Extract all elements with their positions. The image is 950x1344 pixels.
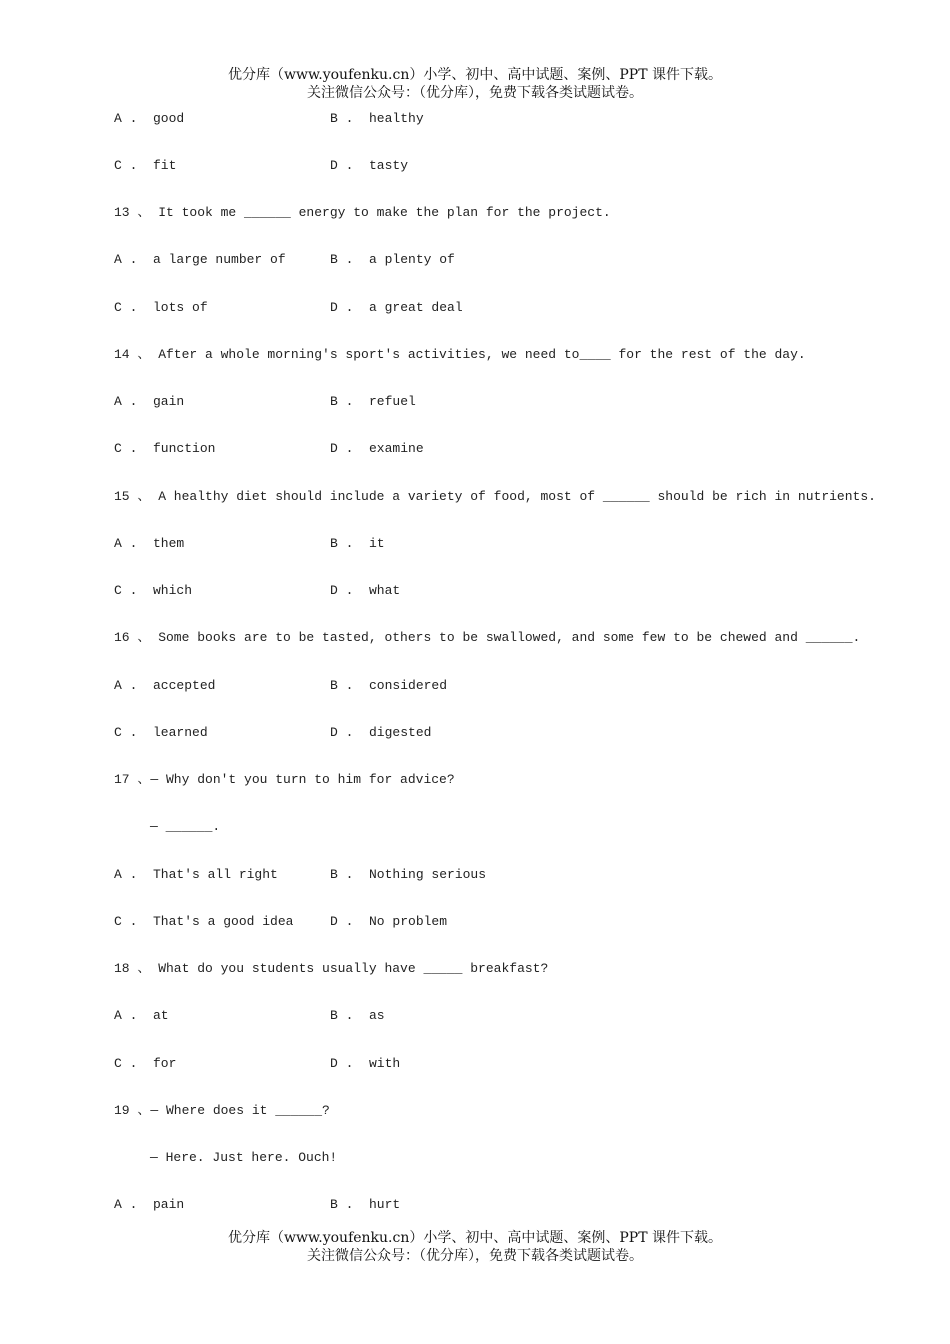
q12-option-b: B . healthy — [330, 111, 424, 126]
q14-option-d: D . examine — [330, 441, 424, 456]
header-line-2: 关注微信公众号：（优分库），免费下载各类试题试卷。 — [307, 85, 643, 101]
q13-stem: 13 、 It took me ______ energy to make the plan for the project. — [114, 205, 611, 220]
q12-option-d: D . tasty — [330, 158, 409, 173]
q18-option-c: C . for — [114, 1056, 177, 1071]
q14-option-c: C . function — [114, 441, 216, 456]
q17-option-a: A . That's all right — [114, 867, 278, 882]
q17-option-c: C . That's a good idea — [114, 914, 294, 929]
q13-option-a: A . a large number of — [114, 252, 286, 267]
q13-option-c: C . lots of — [114, 300, 208, 315]
q16-option-a: A . accepted — [114, 678, 216, 693]
q19-stem: 19 、— Where does it ______? — [114, 1103, 330, 1118]
q14-stem: 14 、 After a whole morning's sport's activities, we need to____ for the rest of the day. — [114, 347, 806, 362]
footer-line-1: 优分库（www.youfenku.cn）小学、初中、高中试题、案例、PPT 课件下载。 — [227, 1230, 722, 1246]
q15-option-d: D . what — [330, 583, 401, 598]
q12-option-c: C . fit — [114, 158, 177, 173]
q17-stem: 17 、— Why don't you turn to him for advice? — [114, 772, 455, 787]
q15-stem: 15 、 A healthy diet should include a variety of food, most of ______ should be rich in nutrients. — [114, 489, 876, 504]
q16-option-b: B . considered — [330, 678, 448, 693]
q18-option-d: D . with — [330, 1056, 401, 1071]
q19-reply: — Here. Just here. Ouch! — [150, 1150, 338, 1165]
q15-option-b: B . it — [330, 536, 385, 551]
q18-stem: 18 、 What do you students usually have _____ breakfast? — [114, 961, 549, 976]
q18-option-b: B . as — [330, 1008, 385, 1023]
page-header — [0, 66, 950, 102]
q14-option-b: B . refuel — [330, 394, 416, 409]
q18-option-a: A . at — [114, 1008, 169, 1023]
q14-option-a: A . gain — [114, 394, 185, 409]
q13-option-d: D . a great deal — [330, 300, 463, 315]
q19-option-b: B . hurt — [330, 1197, 401, 1212]
q19-option-a: A . pain — [114, 1197, 185, 1212]
q15-option-c: C . which — [114, 583, 193, 598]
q17-reply: — ______. — [150, 819, 221, 834]
q13-option-b: B . a plenty of — [330, 252, 455, 267]
q16-stem: 16 、 Some books are to be tasted, others to be swallowed, and some few to be chewed and ______. — [114, 630, 861, 645]
q16-option-c: C . learned — [114, 725, 208, 740]
footer-line-2: 关注微信公众号：（优分库），免费下载各类试题试卷。 — [307, 1248, 643, 1264]
q16-option-d: D . digested — [330, 725, 432, 740]
q17-option-b: B . Nothing serious — [330, 867, 487, 882]
q12-option-a: A . good — [114, 111, 185, 126]
q15-option-a: A . them — [114, 536, 185, 551]
header-line-1: 优分库（www.youfenku.cn）小学、初中、高中试题、案例、PPT 课件下载。 — [227, 67, 722, 83]
q17-option-d: D . No problem — [330, 914, 448, 929]
page-footer — [0, 1229, 950, 1265]
